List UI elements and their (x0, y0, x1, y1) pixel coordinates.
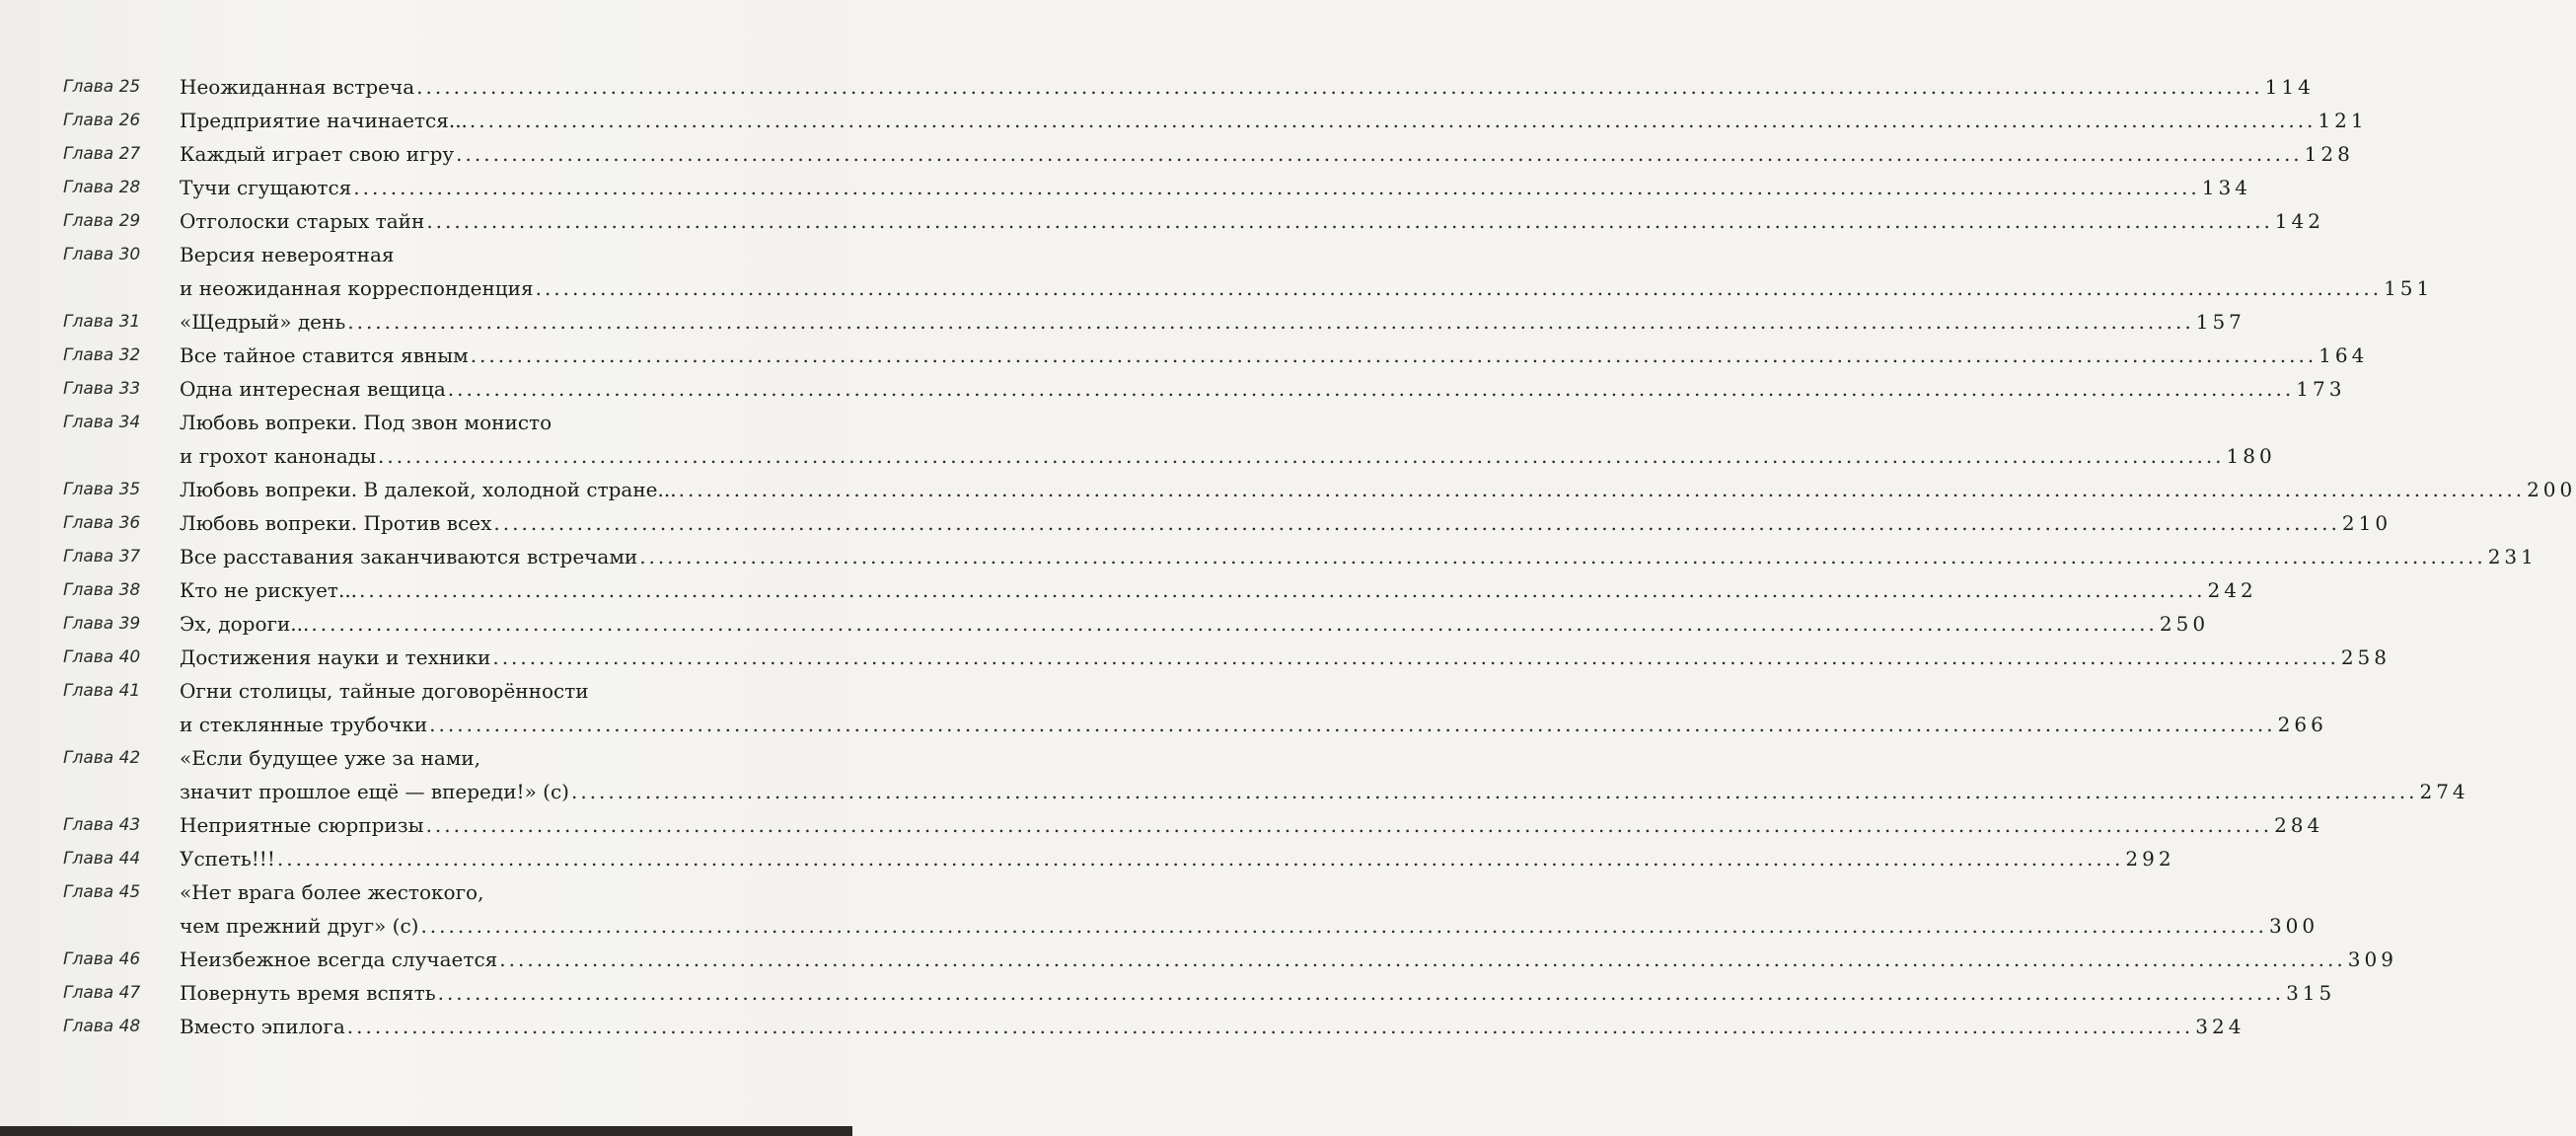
page-number: 164 (2318, 343, 2369, 367)
chapter-number: Глава 25 (63, 77, 141, 97)
chapter-number: Глава 36 (63, 513, 141, 533)
chapter-number: Глава 42 (63, 748, 141, 768)
dot-leader: ........................................................................................................................................................................................................ (570, 780, 2418, 803)
chapter-number: Глава 47 (63, 983, 141, 1003)
chapter-number: Глава 40 (63, 647, 141, 667)
chapter-title: Достижения науки и техники (180, 645, 491, 669)
chapter-number: Глава 38 (63, 580, 141, 600)
toc-title-line (180, 506, 2392, 540)
toc-title-line (180, 573, 2257, 607)
page-number: 266 (2277, 713, 2327, 736)
page-number: 157 (2195, 310, 2245, 334)
chapter-title: чем прежний друг» (с) (180, 914, 419, 938)
toc-title-line (180, 339, 2369, 372)
chapter-number: Глава 32 (63, 345, 141, 365)
toc-title-line (180, 607, 2210, 641)
dot-leader: ........................................................................................................................................................................................................ (346, 1015, 2194, 1038)
toc-row (0, 842, 2175, 875)
toc-title-line (180, 104, 2368, 137)
toc-title-line (180, 976, 2336, 1010)
toc-title-line (180, 473, 2576, 506)
toc-row (0, 372, 2346, 406)
toc-row (0, 104, 2368, 137)
chapter-title: и неожиданная корреспонденция (180, 276, 534, 300)
page-number: 121 (2318, 109, 2368, 132)
chapter-title: «Щедрый» день (180, 310, 346, 334)
dot-leader: ........................................................................................................................................................................................................ (425, 813, 2273, 837)
page-number: 134 (2201, 176, 2251, 199)
toc-title-line (180, 271, 2434, 305)
toc-row (0, 171, 2251, 204)
toc-row (0, 238, 852, 271)
chapter-title: Тучи сгущаются (180, 176, 352, 199)
dot-leader: ........................................................................................................................................................................................................ (347, 310, 2194, 334)
toc-title-line (180, 70, 2315, 104)
chapter-number: Глава 27 (63, 144, 141, 164)
toc-row (0, 708, 2327, 741)
toc-title-line (180, 943, 2397, 976)
toc-title-line (180, 540, 2538, 573)
chapter-number: Глава 39 (63, 614, 141, 634)
page-number: 274 (2419, 780, 2469, 803)
page-number: 315 (2286, 981, 2336, 1005)
chapter-number: Глава 33 (63, 379, 141, 399)
toc-title-line (180, 842, 2175, 875)
toc-title-line (180, 775, 2469, 808)
dot-leader: ........................................................................................................................................................................................................ (456, 142, 2303, 166)
chapter-title: Версия невероятная (180, 243, 395, 266)
chapter-title: и грохот канонады (180, 444, 377, 468)
dot-leader: ........................................................................................................................................................................................................ (416, 75, 2263, 99)
chapter-title: Вместо эпилога (180, 1015, 345, 1038)
toc-row (0, 875, 852, 909)
page-bottom-edge (0, 1126, 852, 1136)
toc-row (0, 909, 2319, 943)
chapter-number: Глава 43 (63, 815, 141, 835)
dot-leader: ........................................................................................................................................................................................................ (499, 947, 2346, 971)
chapter-title: Неизбежное всегда случается (180, 947, 498, 971)
chapter-title: Огни столицы, тайные договорённости (180, 679, 589, 703)
toc-row (0, 943, 2397, 976)
page-number: 300 (2268, 914, 2319, 938)
toc-row (0, 573, 2257, 607)
toc-row (0, 305, 2245, 339)
page-number: 210 (2341, 511, 2392, 535)
page-number: 151 (2384, 276, 2434, 300)
page-number: 292 (2125, 847, 2175, 871)
toc-row (0, 741, 852, 775)
page-number: 250 (2159, 612, 2210, 636)
toc-row (0, 271, 2434, 305)
chapter-number: Глава 35 (63, 480, 141, 499)
chapter-title: Каждый играет свою игру (180, 142, 455, 166)
chapter-number: Глава 30 (63, 245, 141, 265)
chapter-title: Отголоски старых тайн (180, 209, 425, 233)
toc-title-line (180, 641, 2392, 674)
toc-row (0, 439, 2276, 473)
dot-leader: ........................................................................................................................................................................................................ (420, 914, 2267, 938)
page-number: 200 (2527, 478, 2576, 501)
page-number: 173 (2296, 377, 2346, 401)
chapter-title: и стеклянные трубочки (180, 713, 428, 736)
chapter-title: Неожиданная встреча (180, 75, 415, 99)
chapter-title: Предприятие начинается... (180, 109, 468, 132)
toc-title-line (180, 204, 2324, 238)
dot-leader: ........................................................................................................................................................................................................ (429, 713, 2276, 736)
chapter-title: Успеть!!! (180, 847, 275, 871)
chapter-title: Все расставания заканчиваются встречами (180, 545, 638, 568)
toc-row (0, 204, 2324, 238)
chapter-title: Повернуть время вспять (180, 981, 436, 1005)
chapter-title: значит прошлое ещё — впереди!» (с) (180, 780, 569, 803)
toc-row (0, 540, 2538, 573)
dot-leader: ........................................................................................................................................................................................................ (311, 612, 2158, 636)
dot-leader: ........................................................................................................................................................................................................ (470, 343, 2318, 367)
page-number: 114 (2264, 75, 2315, 99)
chapter-title: Кто не рискует... (180, 578, 358, 602)
toc-row (0, 506, 2392, 540)
dot-leader: ........................................................................................................................................................................................................ (359, 578, 2206, 602)
toc-row (0, 406, 852, 439)
toc-row (0, 976, 2336, 1010)
page-number: 258 (2340, 645, 2392, 669)
dot-leader: ........................................................................................................................................................................................................ (639, 545, 2486, 568)
dot-leader: ........................................................................................................................................................................................................ (535, 276, 2383, 300)
dot-leader: ........................................................................................................................................................................................................ (493, 511, 2340, 535)
toc-row (0, 339, 2369, 372)
dot-leader: ........................................................................................................................................................................................................ (447, 377, 2295, 401)
chapter-title: Любовь вопреки. Против всех (180, 511, 492, 535)
toc-title-line (180, 808, 2324, 842)
chapter-number: Глава 28 (63, 178, 141, 197)
page-number: 324 (2195, 1015, 2245, 1038)
chapter-number: Глава 34 (63, 413, 141, 432)
toc-title-line (180, 909, 2319, 943)
chapter-number: Глава 48 (63, 1017, 141, 1036)
toc-row (0, 137, 2354, 171)
toc-title-line (180, 1010, 2245, 1043)
dot-leader: ........................................................................................................................................................................................................ (353, 176, 2200, 199)
chapter-title: Все тайное ставится явным (180, 343, 469, 367)
chapter-number: Глава 31 (63, 312, 141, 332)
chapter-number: Глава 41 (63, 681, 141, 701)
page-number: 128 (2304, 142, 2354, 166)
toc-row (0, 473, 2576, 506)
toc-row (0, 808, 2324, 842)
page-number: 284 (2274, 813, 2324, 837)
toc-title-line (180, 439, 2276, 473)
dot-leader: ........................................................................................................................................................................................................ (492, 645, 2339, 669)
chapter-number: Глава 44 (63, 849, 141, 869)
dot-leader: ........................................................................................................................................................................................................ (378, 444, 2225, 468)
chapter-number: Глава 29 (63, 211, 141, 231)
chapter-title: Одна интересная вещица (180, 377, 446, 401)
toc-title-line (180, 372, 2346, 406)
chapter-title: «Нет врага более жестокого, (180, 880, 484, 904)
chapter-number: Глава 37 (63, 547, 141, 567)
toc-title-line (180, 171, 2251, 204)
toc-row (0, 674, 852, 708)
page-number: 142 (2274, 209, 2324, 233)
chapter-title: Любовь вопреки. Под звон монисто (180, 411, 552, 434)
chapter-title: Эх, дороги... (180, 612, 310, 636)
page-number: 309 (2347, 947, 2397, 971)
toc-row (0, 607, 2210, 641)
toc-title-line (180, 137, 2354, 171)
page-number: 231 (2487, 545, 2538, 568)
chapter-number: Глава 46 (63, 949, 141, 969)
toc-row (0, 641, 2392, 674)
chapter-number: Глава 45 (63, 882, 141, 902)
dot-leader: ........................................................................................................................................................................................................ (678, 478, 2526, 501)
page-number: 242 (2207, 578, 2257, 602)
page-number: 180 (2226, 444, 2276, 468)
chapter-title: Неприятные сюрпризы (180, 813, 424, 837)
toc-title-line (180, 305, 2245, 339)
dot-leader: ........................................................................................................................................................................................................ (276, 847, 2124, 871)
dot-leader: ........................................................................................................................................................................................................ (469, 109, 2317, 132)
chapter-title: Любовь вопреки. В далекой, холодной стране... (180, 478, 677, 501)
toc-row (0, 1010, 2245, 1043)
chapter-title: «Если будущее уже за нами, (180, 746, 480, 770)
dot-leader: ........................................................................................................................................................................................................ (437, 981, 2285, 1005)
toc-title-line (180, 708, 2327, 741)
toc-row (0, 70, 2315, 104)
dot-leader: ........................................................................................................................................................................................................ (426, 209, 2273, 233)
chapter-number: Глава 26 (63, 111, 141, 130)
toc-row (0, 775, 2469, 808)
